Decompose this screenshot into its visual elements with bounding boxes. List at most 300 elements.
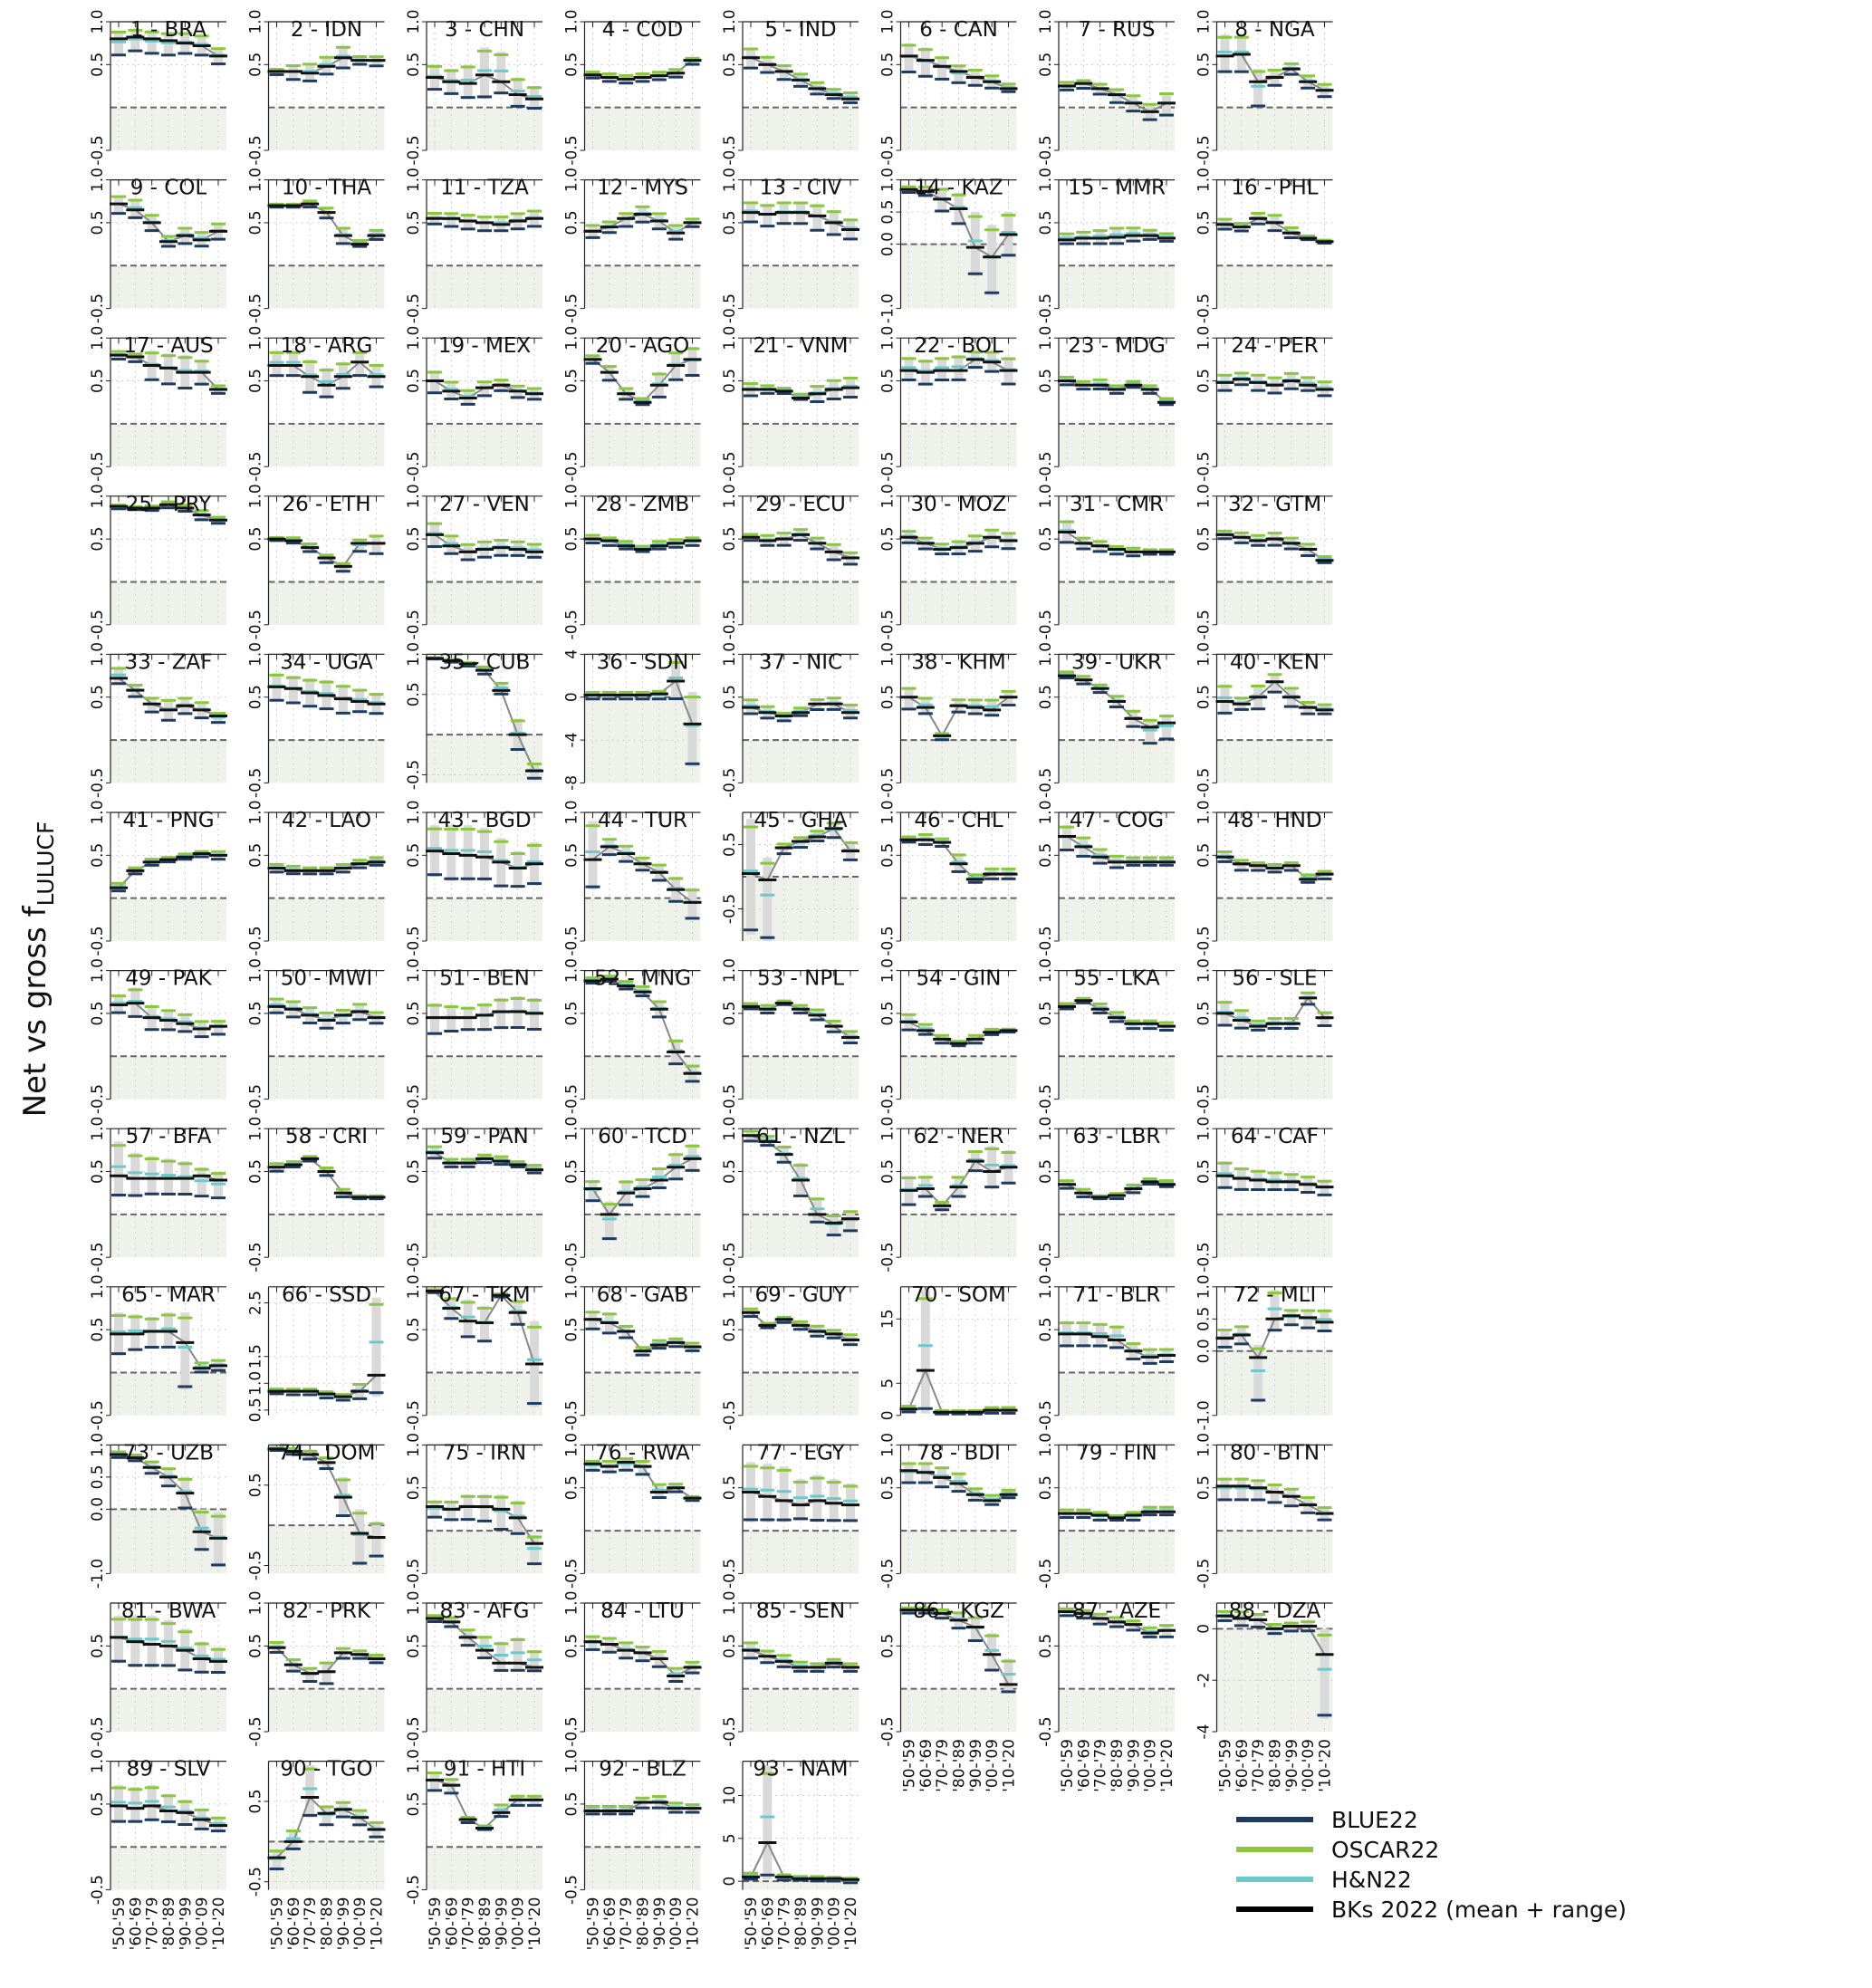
negative-zone (269, 898, 385, 941)
y-tick-label: 0.5 (89, 369, 107, 394)
negative-zone (427, 108, 542, 150)
panel-2 (247, 9, 386, 165)
y-tick-label: 0.5 (721, 1001, 739, 1026)
y-tick-label: 0.5 (89, 1159, 107, 1185)
panel-title: 74 - DOM (277, 1441, 376, 1465)
panel-17 (89, 326, 227, 482)
y-tick-label: -0.5 (1195, 293, 1214, 324)
panel-41 (89, 800, 227, 956)
range-bar (496, 1494, 505, 1531)
y-tick-label: 1.0 (562, 1432, 581, 1457)
panel-25 (89, 484, 227, 639)
panel-26 (247, 484, 386, 639)
y-tick-label: 1.0 (405, 1274, 423, 1300)
y-tick-label: 0.5 (405, 1475, 423, 1501)
y-tick-label: -0.5 (721, 293, 739, 324)
y-tick-label: 1.0 (1037, 641, 1055, 667)
y-tick-label: 0.5 (562, 1475, 581, 1501)
y-tick-label: -0.5 (1195, 1084, 1214, 1115)
negative-zone (901, 1531, 1017, 1573)
negative-zone (269, 740, 385, 783)
panel-61 (721, 1117, 859, 1273)
y-tick-label: 0.5 (878, 1475, 898, 1501)
panel-13 (721, 168, 859, 323)
y-tick-label: 0.5 (878, 1001, 898, 1026)
y-tick-label: -0.5 (89, 135, 107, 166)
y-tick-label: 1.0 (1195, 800, 1214, 825)
y-tick-label: 0.5 (246, 369, 265, 394)
negative-zone (743, 265, 859, 308)
y-tick-label: 0.5 (1037, 842, 1055, 868)
negative-zone (269, 424, 385, 466)
range-bar (480, 1494, 489, 1522)
y-tick-label: 0.5 (405, 1317, 423, 1342)
negative-zone (1217, 108, 1333, 150)
y-tick-label: 0.5 (89, 842, 107, 868)
y-tick-label: -0.5 (1037, 767, 1055, 798)
y-tick-label: 1.0 (405, 958, 423, 984)
range-bar (130, 1153, 139, 1197)
panel-48 (1195, 800, 1334, 956)
y-tick-label: 1.0 (405, 800, 423, 825)
panel-5 (721, 9, 859, 165)
y-tick-label: 1.0 (1195, 168, 1214, 193)
negative-zone (743, 581, 859, 624)
panel-55 (1037, 958, 1176, 1114)
y-tick-label: 1.0 (1195, 9, 1214, 34)
y-tick-label: 1.0 (721, 484, 739, 509)
negative-zone (1059, 1215, 1175, 1257)
panel-67 (405, 1274, 543, 1430)
panel-10 (247, 168, 386, 323)
y-tick-label: -0.5 (405, 1558, 423, 1589)
panel-title: 33 - ZAF (124, 650, 213, 675)
panel-title: 63 - LBR (1072, 1125, 1161, 1149)
y-tick-label: -0.5 (721, 767, 739, 798)
negative-zone (427, 1056, 542, 1099)
negative-zone (901, 740, 1017, 783)
y-tick-label: 0.5 (878, 369, 898, 394)
y-tick-label: 0.5 (246, 1001, 265, 1026)
range-bar (846, 1484, 855, 1522)
y-tick-label: -0.5 (562, 610, 581, 640)
panel-7 (1037, 9, 1176, 165)
negative-zone (1217, 898, 1333, 941)
panel-1 (89, 9, 227, 165)
range-bar (763, 1464, 772, 1522)
y-tick-label: 1.0 (721, 9, 739, 34)
panel-59 (405, 1117, 543, 1273)
y-tick-label: -0.5 (89, 926, 107, 956)
negative-zone (110, 265, 226, 308)
y-tick-label: -0.5 (405, 451, 423, 482)
panel-title: 8 - NGA (1234, 18, 1315, 42)
y-tick-label: 1.0 (405, 9, 423, 34)
panel-title: 35 - CUB (438, 650, 531, 675)
y-tick-label: 0.5 (721, 526, 739, 552)
panel-31 (1037, 484, 1176, 639)
negative-zone (110, 1056, 226, 1099)
y-tick-label: -0.5 (405, 1400, 423, 1431)
panel-53 (721, 958, 859, 1114)
range-bar (987, 1146, 996, 1188)
y-tick-label: 0.5 (1037, 1159, 1055, 1185)
panel-title: 30 - MOZ (910, 492, 1007, 516)
y-tick-label: 1.0 (721, 641, 739, 667)
negative-zone (1217, 740, 1333, 783)
panel-title: 22 - BOL (914, 334, 1003, 359)
range-bar (1253, 69, 1262, 108)
y-tick-label: 0.5 (89, 1317, 107, 1342)
y-tick-label: -0.5 (878, 767, 898, 798)
panel-23 (1037, 326, 1176, 482)
range-bar (480, 828, 489, 881)
negative-zone (901, 424, 1017, 466)
y-tick-label: 1.0 (1037, 1432, 1055, 1457)
y-tick-label: 15 (878, 1309, 898, 1330)
negative-zone (269, 1215, 385, 1257)
negative-zone (110, 740, 226, 783)
panel-title: 11 - TZA (440, 176, 529, 200)
panel-79 (1037, 1433, 1176, 1589)
y-tick-label: 1.0 (405, 168, 423, 193)
panel-title: 15 - MMR (1068, 176, 1166, 200)
panel-title: 37 - NIC (758, 650, 843, 675)
range-bar (921, 1290, 930, 1413)
y-tick-label: 0.5 (1037, 369, 1055, 394)
negative-zone (269, 108, 385, 150)
y-tick-label: 5 (878, 1378, 898, 1388)
y-tick-label: 1.0 (246, 1370, 265, 1396)
panel-58 (247, 1117, 386, 1273)
range-bar (812, 1475, 821, 1522)
panel-title: 56 - SLE (1232, 966, 1318, 991)
y-tick-label: -0.5 (1195, 767, 1214, 798)
negative-zone (1217, 1056, 1333, 1099)
panel-title: 66 - SSD (281, 1282, 372, 1307)
panel-title: 13 - CIV (759, 176, 842, 200)
y-tick-label: 1.0 (89, 958, 107, 984)
y-tick-label: -0.5 (562, 451, 581, 482)
y-tick-label: 0.5 (1037, 526, 1055, 552)
range-bar (921, 47, 930, 77)
panel-30 (879, 484, 1018, 639)
y-tick-label: 1.0 (89, 325, 107, 351)
y-tick-label: 0.5 (89, 685, 107, 710)
panel-title: 61 - NZL (756, 1125, 845, 1149)
panel-34 (247, 642, 386, 798)
panel-title: 53 - NPL (756, 966, 845, 991)
range-bar (480, 47, 489, 99)
negative-zone (427, 581, 542, 624)
panel-16 (1195, 168, 1334, 323)
panel-44 (563, 800, 702, 956)
panel-21 (721, 326, 859, 482)
y-tick-label: 1.0 (562, 958, 581, 984)
panel-title: 18 - ARG (280, 334, 373, 359)
y-tick-label: -0.5 (1037, 1400, 1055, 1431)
panel-title: 25 - PRY (125, 492, 212, 516)
y-tick-label: -0.5 (721, 1400, 739, 1431)
negative-zone (585, 581, 701, 624)
panel-title: 60 - TCD (598, 1125, 687, 1149)
range-bar (780, 1466, 789, 1522)
y-tick-label: 0.5 (562, 842, 581, 868)
y-tick-label: -0.5 (89, 451, 107, 482)
y-tick-label: 1.0 (405, 325, 423, 351)
panel-title: 42 - LAO (282, 809, 371, 832)
panel-68 (563, 1274, 702, 1430)
negative-zone (1217, 1531, 1333, 1573)
panel-73 (89, 1433, 227, 1589)
y-tick-label: -0.5 (721, 1242, 739, 1273)
y-tick-label: -0.5 (721, 451, 739, 482)
panel-28 (563, 484, 702, 639)
y-tick-label: 0.5 (1195, 1306, 1214, 1331)
panel-42 (247, 800, 386, 956)
y-tick-label: 0.5 (246, 842, 265, 868)
panel-title: 38 - KHM (911, 650, 1006, 675)
panel-title: 29 - ECU (755, 492, 846, 516)
y-tick-label: 0.5 (562, 526, 581, 552)
panel-47 (1037, 800, 1176, 956)
panel-8 (1195, 9, 1334, 165)
negative-zone (1217, 1215, 1333, 1257)
y-tick-label: 0.0 (878, 232, 898, 257)
y-tick-label: 1.0 (246, 325, 265, 351)
y-tick-label: -0.5 (405, 926, 423, 956)
y-tick-label: 0.5 (246, 1397, 265, 1423)
panel-title: 79 - FIN (1076, 1441, 1157, 1465)
y-tick-label: 1.0 (878, 168, 898, 193)
y-tick-label: 0.5 (1195, 52, 1214, 77)
range-bar (464, 825, 473, 881)
panel-title: 5 - IND (764, 18, 837, 42)
y-tick-label: 1.0 (562, 800, 581, 825)
negative-zone (1217, 1351, 1333, 1416)
y-tick-label: 2.5 (246, 1291, 265, 1316)
y-tick-label: 1.0 (878, 484, 898, 509)
y-tick-label: 0.5 (1037, 1001, 1055, 1026)
y-tick-label: 1.0 (1037, 484, 1055, 509)
panel-title: 14 - KAZ (914, 176, 1003, 200)
y-tick-label: 0.5 (878, 1159, 898, 1185)
y-tick-label: 0.5 (562, 1001, 581, 1026)
panel-title: 44 - TUR (597, 809, 688, 832)
negative-zone (1059, 424, 1175, 466)
negative-zone (743, 1531, 859, 1573)
y-tick-label: 1.0 (878, 1432, 898, 1457)
y-tick-label: 1.0 (1037, 9, 1055, 34)
y-tick-label: 1.0 (89, 641, 107, 667)
y-tick-label: -0.5 (878, 926, 898, 956)
y-tick-label: 0.5 (1037, 1317, 1055, 1342)
y-tick-label: -0.5 (1037, 451, 1055, 482)
panel-title: 19 - MEX (437, 334, 532, 359)
panel-title: 9 - COL (130, 176, 207, 200)
y-tick-label: -4 (562, 732, 581, 748)
panel-title: 7 - RUS (1078, 18, 1156, 42)
y-tick-label: -0.5 (721, 1084, 739, 1115)
panel-11 (405, 168, 543, 323)
y-tick-label: 1.0 (246, 800, 265, 825)
panel-77 (721, 1441, 859, 1589)
negative-zone (901, 1056, 1017, 1099)
y-tick-label: -0.5 (878, 1242, 898, 1273)
panel-50 (247, 958, 386, 1114)
panel-title: 62 - NER (913, 1125, 1004, 1149)
panels-grid (89, 9, 1335, 1950)
negative-zone (110, 1215, 226, 1257)
panel-22 (879, 326, 1018, 482)
y-tick-label: 1.0 (246, 168, 265, 193)
y-tick-label: -0.5 (562, 293, 581, 324)
y-tick-label: 0.5 (1195, 1001, 1214, 1026)
y-tick-label: 1.0 (562, 1116, 581, 1141)
y-tick-label: 0.5 (405, 369, 423, 394)
negative-zone (901, 245, 1017, 309)
y-tick-label: 1.0 (721, 325, 739, 351)
y-tick-label: 0.5 (89, 1001, 107, 1026)
panel-38 (879, 642, 1018, 798)
negative-zone (110, 1372, 226, 1415)
y-tick-label: 1.0 (1195, 1116, 1214, 1141)
panel-title: 58 - CRI (284, 1125, 369, 1149)
negative-zone (585, 1531, 701, 1573)
y-tick-label: 1.0 (721, 1116, 739, 1141)
panel-12 (563, 168, 702, 323)
y-tick-label: -0.5 (405, 1242, 423, 1273)
panel-title: 71 - BLR (1072, 1282, 1161, 1307)
panel-title: 31 - CMR (1069, 492, 1165, 516)
panel-66 (247, 1283, 386, 1423)
range-bar (905, 43, 914, 73)
negative-zone (901, 108, 1017, 150)
y-tick-label: 0.5 (89, 52, 107, 77)
y-tick-label: 1.0 (1195, 1274, 1214, 1300)
y-tick-label: -0.5 (562, 1242, 581, 1273)
y-tick-label: 1.0 (89, 1432, 107, 1457)
range-bar (372, 1522, 381, 1558)
panel-title: 20 - AGO (595, 334, 690, 359)
panel-62 (879, 1117, 1018, 1273)
range-bar (589, 821, 598, 889)
negative-zone (743, 424, 859, 466)
panel-39 (1037, 642, 1176, 798)
y-tick-label: -0.5 (246, 293, 265, 324)
panel-title: 59 - PAN (440, 1125, 529, 1149)
y-tick-label: 0.5 (246, 685, 265, 710)
y-tick-label: 1.0 (89, 1274, 107, 1300)
negative-zone (743, 740, 859, 783)
y-tick-label: -0.5 (246, 926, 265, 956)
panel-60 (563, 1117, 702, 1273)
negative-zone (427, 1215, 542, 1257)
y-tick-label: 1.0 (1037, 1274, 1055, 1300)
y-tick-label: 0.5 (1195, 369, 1214, 394)
y-tick-label: 1.0 (721, 958, 739, 984)
y-tick-label: 0.5 (1195, 210, 1214, 235)
negative-zone (1059, 1056, 1175, 1099)
y-tick-label: -0.5 (878, 610, 898, 640)
y-tick-label: 0.5 (721, 1475, 739, 1501)
y-tick-label: -0.5 (721, 135, 739, 166)
panel-32 (1195, 484, 1334, 639)
panel-title: 12 - MYS (597, 176, 688, 200)
negative-zone (1217, 265, 1333, 308)
y-tick-label: -0.5 (246, 451, 265, 482)
y-tick-label: 0.5 (1037, 1475, 1055, 1501)
panel-36 (563, 649, 702, 791)
y-tick-label: 0.5 (405, 52, 423, 77)
panel-title: 52 - MNG (593, 966, 692, 991)
y-tick-label: -0.5 (721, 610, 739, 640)
y-tick-label: 1.0 (721, 1274, 739, 1300)
panel-title: 2 - IDN (290, 18, 363, 42)
y-tick-label: 1.0 (1195, 958, 1214, 984)
negative-zone (1059, 1531, 1175, 1573)
panel-title: 27 - VEN (439, 492, 530, 516)
panel-27 (405, 484, 543, 639)
negative-zone (110, 898, 226, 941)
y-tick-label: 0.5 (878, 199, 898, 225)
range-bar (214, 1172, 223, 1199)
negative-zone (585, 898, 701, 941)
y-tick-label: 0.5 (89, 210, 107, 235)
y-tick-label: 0.5 (89, 1465, 107, 1490)
panel-14 (879, 168, 1018, 323)
panel-title: 48 - HND (1227, 809, 1322, 832)
panel-43 (405, 800, 543, 956)
panel-title: 6 - CAN (919, 18, 998, 42)
y-tick-label: 1.0 (246, 9, 265, 34)
y-tick-label: 1.0 (1195, 641, 1214, 667)
y-tick-label: -0.5 (1037, 610, 1055, 640)
y-tick-label: 0.5 (878, 526, 898, 552)
y-tick-label: 1.0 (246, 958, 265, 984)
y-tick-label: -0.5 (246, 135, 265, 166)
y-tick-label: 4 (562, 648, 581, 659)
panel-65 (89, 1274, 227, 1430)
range-bar (971, 212, 980, 276)
negative-zone (427, 265, 542, 308)
y-tick-label: -1.0 (1195, 1400, 1214, 1431)
panel-78 (879, 1433, 1018, 1589)
panel-51 (405, 958, 543, 1114)
panel-37 (721, 642, 859, 798)
panel-title: 75 - IRN (442, 1441, 527, 1465)
panel-76 (563, 1433, 702, 1589)
y-tick-label: 1.0 (878, 958, 898, 984)
y-tick-label: -0.5 (246, 1084, 265, 1115)
y-tick-label: 0.5 (721, 831, 739, 858)
panel-72 (1195, 1274, 1334, 1430)
y-tick-label: -0.5 (1195, 1242, 1214, 1273)
panel-title: 34 - UGA (280, 650, 373, 675)
negative-zone (901, 1215, 1017, 1257)
panel-19 (405, 326, 543, 482)
y-tick-label: 0 (878, 1410, 898, 1421)
y-tick-label: -0.5 (89, 767, 107, 798)
range-bar (605, 1202, 614, 1241)
y-tick-label: -0.5 (246, 1242, 265, 1273)
range-bar (746, 819, 755, 935)
y-tick-label: 0.5 (246, 52, 265, 77)
y-tick-label: 1.0 (878, 1116, 898, 1141)
negative-zone (901, 581, 1017, 624)
y-tick-label: 1.0 (89, 484, 107, 509)
panel-45 (721, 809, 859, 941)
